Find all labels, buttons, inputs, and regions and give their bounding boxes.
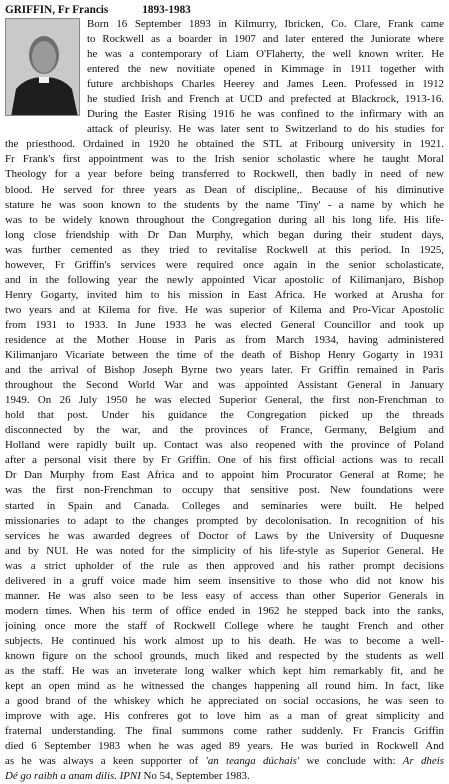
body-line: died 6 September 1983 when he was aged 89 years. He was buried in Rockwell And — [5, 740, 444, 753]
body-line: Henry Gogarty, invited him to his mission in East Africa. He worked at Arusha for — [5, 288, 444, 301]
body-line: fraternal understanding. The final summons come rather suddenly. Fr Francis Griffin — [5, 725, 444, 738]
body-line: modern times. When his term of office ended in 1962 he stepped back into the ranks, — [5, 604, 444, 617]
body-line: Kilimanjaro Vicariate between the time of the death of Bishop Henry Gogarty in 1931 — [5, 349, 444, 362]
body-line: two years and at Kilema for five. He was superior of Kilema and Pro-Vicar Apostolic — [5, 303, 444, 316]
body-line: blood. He served for three years as Dean of discipline,. Because of his diminutive — [5, 183, 444, 196]
body-line: Dr Dan Murphy from East Africa and to appoint him Procurator General at Rome; he — [5, 469, 444, 482]
body-line: a good brand of the whiskey which he appreciated on social occasions, he was seen to — [5, 695, 444, 708]
body-line: improve with age. His confreres got to love him as a man of great simplicity and — [5, 710, 444, 723]
body-line: disconnected by the war, and the provinces of France, Germany, Belgium and — [5, 424, 444, 437]
body-line: was a strict upholder of the rule as then approved and his rather prompt decisions — [5, 559, 444, 572]
obituary-name: GRIFFIN, Fr Francis — [5, 4, 109, 16]
body-line: was to be widely known throughout the Congregation during all his long life. His life- — [5, 213, 444, 226]
body-line: throughout the Second World War and was appointed Assistant General in January — [5, 379, 444, 392]
body-line: Theology for a year before being transferred to Rockwell, then badly in need of new — [5, 168, 444, 181]
body-line: future archbishops Charles Heerey and James Leen. Professed in 1912 — [87, 78, 444, 91]
body-line: and in the following year the newly appointed Vicar apostolic of Kilimanjaro, Bishop — [5, 273, 444, 286]
body-line: Fr Frank's first appointment was to the Irish senior scholastic where he taught Moral — [5, 153, 444, 166]
body-line: kept an open mind as he witnessed the changes happening all round him. In fact, like — [5, 680, 444, 693]
obituary-heading — [5, 4, 444, 17]
body-line: to Rockwell as a boarder in 1907 and later entered the Juniorate where — [87, 33, 444, 46]
body-line: residence at the Mother House in Paris as from March 1934, having administered — [5, 333, 444, 346]
body-line: known figure on the school grounds, much liked and respected by the students as well — [5, 649, 444, 662]
body-line: and the arrival of Bishop Joseph Byrne two years later. Fr Griffin remained in Paris — [5, 364, 444, 377]
body-line: missionaries to adapt to the changes prompted by decolonisation. In recognition of his — [5, 514, 444, 527]
priest-portrait-icon — [6, 19, 80, 116]
source-reference: No 54, September 1983. — [140, 770, 250, 783]
body-line: he was a contemporary of Liam O'Flaherty, the well known writer. He — [87, 48, 444, 61]
body-line: manner. He was also seen to be less easy of access than other Superior Generals in — [5, 589, 444, 602]
body-line: as he was always a keen supporter of 'an teanga dúchais' we conclude with: Ar dheis — [5, 755, 444, 768]
body-line: subjects. He continued his work almost up to his death. He was to become a well- — [5, 634, 444, 647]
body-line: 1949. On 26 July 1950 he was elected Superior General, the first non-Frenchman to — [5, 394, 444, 407]
blessing-end: Dé go raibh a anam dilis. IPNI — [5, 770, 141, 783]
body-line: long close friendship with Dr Dan Murphy, which began during their student days, — [5, 228, 444, 241]
obituary-dates: 1893-1983 — [142, 4, 191, 16]
closing-mid: we conclude with: — [299, 755, 403, 768]
body-line: attack of pleurisy. He was later sent to Switzerland to do his studies for — [87, 123, 444, 136]
body-line: During the Easter Rising 1916 he was confined to the infirmary with an — [87, 108, 444, 121]
body-line: as the staff. He was an inveterate long walker which kept him remarkably fit, and he — [5, 665, 444, 678]
body-line: entered the new novitiate opened in Kimmage in 1911 together with — [87, 63, 444, 76]
body-line: after a personal visit there by Fr Griffin. One of his first official actions was to recall — [5, 454, 444, 467]
body-line: hold that post. Under his guidance the Congregation picked up the threads — [5, 409, 444, 422]
body-line: services he was awarded degrees of Doctor of Laws by the University of Duquesne — [5, 529, 444, 542]
body-line: the priesthood. Ordained in 1920 he obtained the STL at Fribourg university in 1921. — [5, 138, 444, 151]
body-line: he studied Irish and French at UCD and prefected at Blackrock, 1913-16. — [87, 93, 444, 106]
obituary-body — [5, 17, 444, 784]
body-line: Holland were rapidly built up. Contact was also reopened with the province of Poland — [5, 439, 444, 452]
body-line: was the first non-Frenchman to occupy that sensitive post. New foundations were — [5, 484, 444, 497]
portrait-photo — [5, 18, 80, 116]
blessing-start: Ar dheis — [402, 755, 444, 768]
body-line: and by NUI. He was noted for the simplicity of his life-style as Superior General. He — [5, 544, 444, 557]
body-line: however, Fr Griffin's services were required once again in the senior scholasticate, — [5, 258, 444, 271]
irish-phrase: 'an teanga dúchais' — [205, 755, 300, 768]
body-line: was further cemented as they tried to revitalise Rockwell at this period. In 1925, — [5, 243, 444, 256]
body-line: Born 16 September 1893 in Kilmurry, Ibricken, Co. Clare, Frank came — [87, 18, 444, 30]
closing-line — [5, 769, 444, 784]
body-line: delivered in a gruff voice made him seem insensitive to those who did not know his — [5, 574, 444, 587]
body-line: stature he was soon known to the students by the name 'Tiny' - a name by which he — [5, 198, 444, 211]
body-line: from 1931 to 1933. In June 1933 he was elected General Councillor and took up — [5, 318, 444, 331]
body-line: joining once more the staff of Rockwell College where he taught French and other — [5, 619, 444, 632]
body-line: started in Spain and Canada. Colleges and seminaries were built. He helped — [5, 499, 444, 512]
